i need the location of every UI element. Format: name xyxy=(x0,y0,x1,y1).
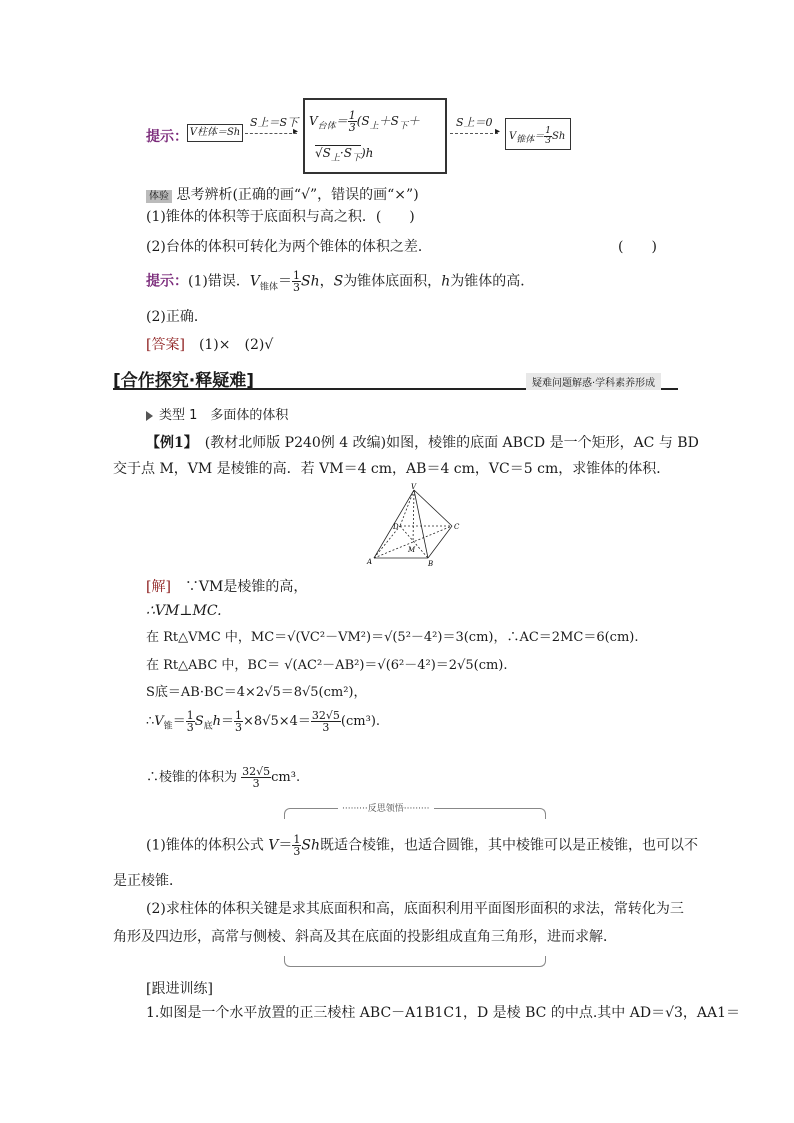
reflect-title: ·········反思领悟········· xyxy=(338,801,434,814)
solution-l1: ∵VM是棱锥的高， xyxy=(184,579,308,595)
hint-answer-1: 提示：(1)错误．$V_{锥体}=$ $\frac{1}{3}$ Sh，S为锥体底面积，h为锥体的高． xyxy=(146,269,535,294)
condition-top-zero: S上＝0 xyxy=(456,116,493,129)
type-1-heading xyxy=(146,404,288,423)
practice-q1: 1.如图是一个水平放置的正三棱柱 ABC－A1B1C1，D 是棱 BC 的中点.其中 AD＝√3，AA1＝ xyxy=(146,1005,741,1021)
solution-line1 xyxy=(146,576,307,598)
frustum-formula-line2: $√S_上\cdot S_下)h$ xyxy=(315,146,374,164)
reflect-p1a: (1)锥体的体积公式 V＝ $\frac{1}{3}$ Sh既适合棱锥，也适合圆锥，其中棱锥可以是正棱锥，也可以不 xyxy=(146,833,699,858)
hint-label: 提示： xyxy=(146,129,188,145)
label-B: B xyxy=(428,560,434,568)
label-C: C xyxy=(454,523,460,531)
experience-tag: 体验 xyxy=(146,190,172,203)
answer-row xyxy=(146,334,273,356)
solution-l4: 在 Rt△ABC 中，BC＝ √(AC²－AB²)＝√(6²－4²)＝2√5(cm). xyxy=(146,658,508,673)
experience-title: 思考辨析(正确的画“√”，错误的画“×”) xyxy=(176,187,419,203)
label-A: A xyxy=(367,558,373,566)
hint-answer-2: (2)正确． xyxy=(146,309,208,325)
type-1-label: 类型 1 多面体的体积 xyxy=(159,408,289,423)
reflect-bottom-bracket xyxy=(284,956,546,967)
prism-volume-box xyxy=(187,124,243,142)
arrow-to-frustum xyxy=(245,133,297,134)
hint-answer-label: 提示： xyxy=(146,273,188,290)
edge-VC xyxy=(414,490,452,526)
arrow-to-cone xyxy=(450,133,498,134)
edge-VB xyxy=(414,490,428,558)
condition-equal-bases: S上＝S下 xyxy=(250,116,299,129)
question-2-paren: ( ) xyxy=(618,239,657,255)
example-1-text1: (教材北师版 P240例 4 改编)如图，棱锥的底面 ABCD 是一个矩形，AC 与 BD xyxy=(204,435,699,451)
solution-l7: ∴棱锥的体积为 $\frac{32√5}{3}$ cm³. xyxy=(146,765,301,790)
question-2: (2)台体的体积可转化为两个锥体的体积之差． xyxy=(146,239,432,255)
edge-VD xyxy=(400,490,414,526)
frustum-formula-line1: $V_{台体}=$ $\frac{1}{3}$ ($S_上+S_下+$ xyxy=(309,109,420,134)
example-1-label: 【例1】 xyxy=(146,435,191,451)
solution-l5: S底＝AB·BC＝4×2√5＝8√5(cm²)， xyxy=(146,685,367,700)
label-M: M xyxy=(408,546,416,554)
section-tag: 疑难问题解惑·学科素养形成 xyxy=(526,373,661,390)
frustum-formula-box xyxy=(303,98,447,174)
solution-l6: $\therefore V_锥=$ $\frac{1}{3}$ $S_底h=$ $\frac{1}{3}$ ×8√5×4＝ $\frac{32√5}{3}$ (cm³). xyxy=(146,709,381,734)
answer-text: (1)× (2)√ xyxy=(198,337,274,353)
solution-label: [解] xyxy=(146,579,171,595)
solution-l3: 在 Rt△VMC 中，MC＝√(VC²－VM²)＝√(5²－4²)＝3(cm)，∴AC＝2MC＝6(cm). xyxy=(146,630,639,645)
cone-volume-box: $V_{锥体}=$ $\frac{1}{3}$ Sh xyxy=(505,118,571,150)
example-1-line2: 交于点 M，VM 是棱锥的高．若 VM＝4 cm，AB＝4 cm，VC＝5 cm，求锥体的体积． xyxy=(113,461,671,477)
experience-header xyxy=(146,184,419,206)
example-1-line1 xyxy=(146,432,699,454)
edge-BC xyxy=(428,526,452,558)
solution-l2: ∴VM⊥MC. xyxy=(146,603,222,619)
label-D: D xyxy=(393,523,399,531)
pyramid-figure xyxy=(360,482,470,568)
arrow-head-icon: ▸ xyxy=(293,126,299,137)
label-V: V xyxy=(411,483,417,491)
prism-volume-formula: V柱体＝Sh xyxy=(189,127,241,138)
reflect-p2a: (2)求柱体的体积关键是求其底面积和高，底面积利用平面图形面积的求法，常转化为三 xyxy=(146,901,684,917)
answer-label: [答案] xyxy=(146,337,185,353)
practice-label: [跟进训练] xyxy=(146,981,213,997)
height-VM xyxy=(413,490,414,542)
arrow-head-icon: ▸ xyxy=(495,126,501,137)
reflect-p1b: 是正棱锥． xyxy=(113,873,183,889)
triangle-icon xyxy=(146,411,153,421)
section-title: [合作探究·释疑难] xyxy=(113,371,254,391)
question-1: (1)锥体的体积等于底面积与高之积．( ) xyxy=(146,209,415,225)
reflect-p2b: 角形及四边形，高常与侧棱、斜高及其在底面的投影组成直角三角形，进而求解． xyxy=(113,929,617,945)
